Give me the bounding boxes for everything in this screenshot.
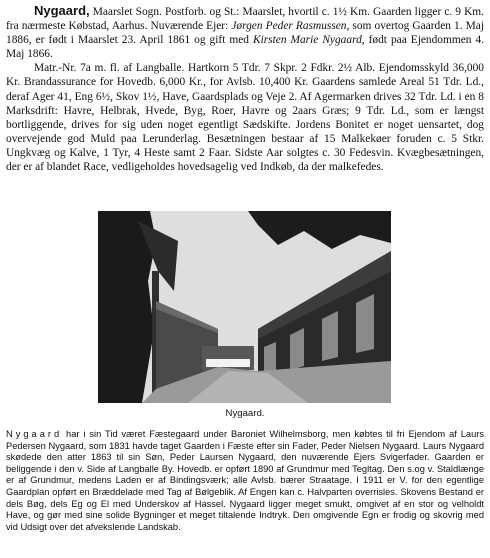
history-lead: Nygaard	[6, 429, 63, 439]
entry-intro-paragraph	[6, 4, 484, 61]
entry-details-paragraph: Matr.-Nr. 7a m. fl. af Langballe. Hartkorn 5 Tdr. 7 Skpr. 2 Fdkr. 2½ Alb. Ejendomsskyld 36,000 Kr. Brandassurance for Hovedb. 6,000 Kr., for Avlsb. 10,400 Kr. Gaardens samlede Areal 51 Tdr. Ld., deraf Ager 41, Eng 6½, Skov 1½, Have, Gaardsplads og Veje 2. Af Agermarken drives 32 Tdr. Ld. i en 8 Marksdrift: Havre, Helbrak, Hvede, Byg, Roer, Havre og 2aars Græs; 9 Tdr. Ld., som er længst bortliggende, drives for sig uden noget egentligt Sædskifte. Jordens Bonitet er noget uensartet, dog overvejende god Muld paa Lerunderlag. Besætningen bestaar af 15 Malkekøer foruden c. 5 Stkr. Ungkvæg og Kalve, 1 Tyr, 4 Heste samt 2 Faar. Sidste Aar solgtes c. 30 Fedesvin. Kvægbesætningen, der er af blandet Race, vedligeholdes hovedsagelig ved Indkøb, da der malkefedes.	[6, 62, 484, 174]
farmyard-photo-illustration	[98, 211, 391, 403]
farm-photo	[98, 211, 391, 403]
farm-name: Nygaard,	[34, 3, 90, 18]
intro-text-3: født paa Ejendommen 4. Maj 1866.	[6, 34, 485, 61]
history-text: har i sin Tid været Fæstegaard under Baroniet Wilhelmsborg, men købtes til fri Ejendom af Laurs Pedersen Nygaard, som 1831 havde taget Gaarden i Fæste efter sin Fader, Peder Nielsen Nygaard. Laurs Nygaard skødede den atter 1863 til sin Søn, Peder Laursen Nygaard, den nuværende Ejers Svigerfader. Gaarden er beliggende i den v. Side af Langballe By. Hovedb. er opført 1890 af Grundmur med Tegltag. Den s.og v. Staldlænge er af Grundmur, medens Laden er af Bindingsværk; alle Avlsb. bærer Straatage. I 1911 er V. for den egentlige Gaardplan opført en Bræddelade med Tag af Bølgeblik. Af Engen kan c. Halvparten overrisles. Skovens Bestand er dels Bøg, dels Eg og El med Underskov af Hassel. Nygaard ligger meget smukt, omgivet af en stor og velholdt Have, og gør med sine solide Bygninger et meget tiltalende Indtryk. Den omgivende Egn er frodig og skovrig med vid Udsigt over det afvekslende Landskab.	[6, 429, 484, 532]
owner-name: Jørgen Peder Rasmussen,	[231, 20, 350, 33]
intro-text-2: som overtog Gaarden 1. Maj 1886, er født i Maarslet 23. April 1861 og gift med	[6, 20, 484, 47]
photo-caption: Nygaard.	[225, 408, 265, 419]
intro-text-1: Maarslet Sogn. Postforb. og St.: Maarslet, hvortil c. 1½ Km. Gaarden ligger c. 9 Km. fra nærmeste Købstad, Aarhus. Nuværende Ejer:	[6, 6, 484, 33]
wife-name: Kirsten Marie Nygaard,	[252, 34, 365, 47]
history-paragraph	[6, 429, 484, 533]
farm-entry	[6, 4, 484, 174]
